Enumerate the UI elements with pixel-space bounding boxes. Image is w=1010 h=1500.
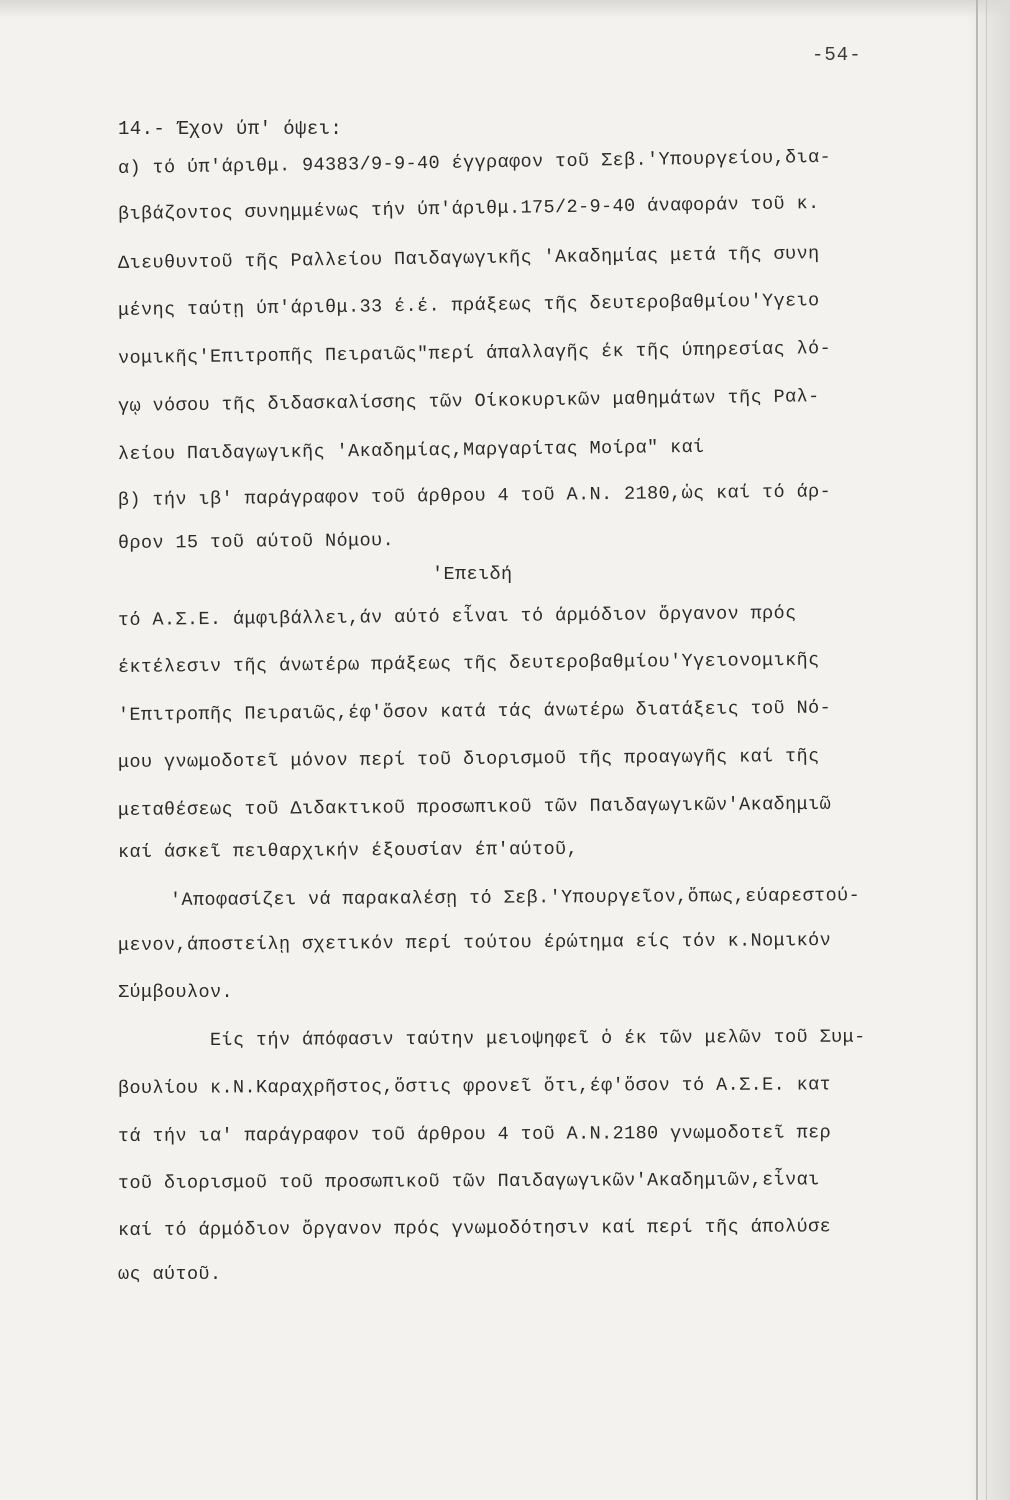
text-line: γῳ νόσου τῆς διδασκαλίσσης τῶν Οίκοκυρικῶν μαθημάτων τῆς Ραλ- xyxy=(117,386,820,417)
text-line: καί άσκεῖ πειθαρχικήν έξουσίαν έπ'αύτοῦ, xyxy=(117,838,579,863)
text-line: μενον,άποστείλῃ σχετικόν περί τούτου έρώτημα είς τόν κ.Νομικόν xyxy=(117,930,832,956)
text-line: 'Επειδή xyxy=(432,564,513,585)
text-line: λείου Παιδαγωγικῆς 'Ακαδημίας,Μαργαρίτας Μοίρα" καί xyxy=(117,436,705,465)
text-line: τά τήν ια' παράγραφον τοῦ άρθρου 4 τοῦ Α.Ν.2180 γνωμοδοτεῖ περ xyxy=(117,1122,832,1147)
binding-line xyxy=(976,0,978,1500)
text-line: νομικῆς'Επιτροπῆς Πειραιῶς"περί άπαλλαγῆς έκ τῆς ύπηρεσίας λό- xyxy=(117,338,832,369)
text-line: έκτέλεσιν τῆς άνωτέρω πράξεως τῆς δευτεροβαθμίου'Υγειονομικῆς xyxy=(117,649,820,678)
text-line: βιβάζοντος συνημμένως τήν ύπ'άριθμ.175/2-9-40 άναφοράν τοῦ κ. xyxy=(117,192,820,225)
scan-edge-right xyxy=(966,0,1010,1500)
text-line: Διευθυντοῦ τῆς Ραλλείου Παιδαγωγικῆς 'Ακαδημίας μετά τῆς συνη xyxy=(117,243,820,274)
scan-edge-top xyxy=(0,0,1010,18)
text-line: μου γνωμοδοτεῖ μόνον περί τοῦ διορισμοῦ τῆς προαγωγῆς καί τῆς xyxy=(117,745,820,773)
text-line: τό Α.Σ.Ε. άμφιβάλλει,άν αύτό εἶναι τό άρμόδιον ὄργανον πρός xyxy=(117,602,797,631)
text-line: Είς τήν άπόφασιν ταύτην μειοψηφεῖ ὁ έκ τῶν μελῶν τοῦ Συμ- xyxy=(209,1026,866,1051)
binding-line-secondary xyxy=(986,0,987,1500)
text-line: β) τήν ιβ' παράγραφον τοῦ άρθρου 4 τοῦ Α.Ν. 2180,ὡς καί τό άρ- xyxy=(117,481,832,511)
text-line: τοῦ διορισμοῦ τοῦ προσωπικοῦ τῶν Παιδαγωγικῶν'Ακαδημιῶν,εἶναι xyxy=(117,1169,820,1194)
text-line: 'Αποφασίζει νά παρακαλέσῃ τό Σεβ.'Υπουργεῖον,ὅπως,εύαρεστού- xyxy=(169,885,861,911)
text-line: 'Επιτροπῆς Πειραιῶς,έφ'ὅσον κατά τάς άνωτέρω διατάξεις τοῦ Νό- xyxy=(117,697,832,726)
section-heading: 14.- Έχον ύπ' όψει: xyxy=(118,118,343,140)
text-line: Σύμβουλον. xyxy=(118,982,234,1003)
text-line: βουλίου κ.Ν.Καραχρῆστος,ὅστις φρονεῖ ὅτι,έφ'ὅσον τό Α.Σ.Ε. κατ xyxy=(117,1074,832,1099)
text-line: μένης ταύτῃ ύπ'άριθμ.33 έ.έ. πράξεως τῆς δευτεροβαθμίου'Υγειο xyxy=(117,290,820,321)
text-line: καί τό άρμόδιον ὄργανον πρός γνωμοδότησιν καί περί τῆς άπολύσε xyxy=(117,1216,832,1241)
text-line: θρον 15 τοῦ αύτοῦ Νόμου. xyxy=(117,530,395,554)
text-line: μεταθέσεως τοῦ Διδακτικοῦ προσωπικοῦ τῶν Παιδαγωγικῶν'Ακαδημιῶ xyxy=(117,793,832,821)
text-line: ως αύτοῦ. xyxy=(118,1264,222,1285)
text-line: α) τό ύπ'άριθμ. 94383/9-9-40 έγγραφον τοῦ Σεβ.'Υπουργείου,δια- xyxy=(117,146,832,179)
page-number: -54- xyxy=(812,44,862,66)
